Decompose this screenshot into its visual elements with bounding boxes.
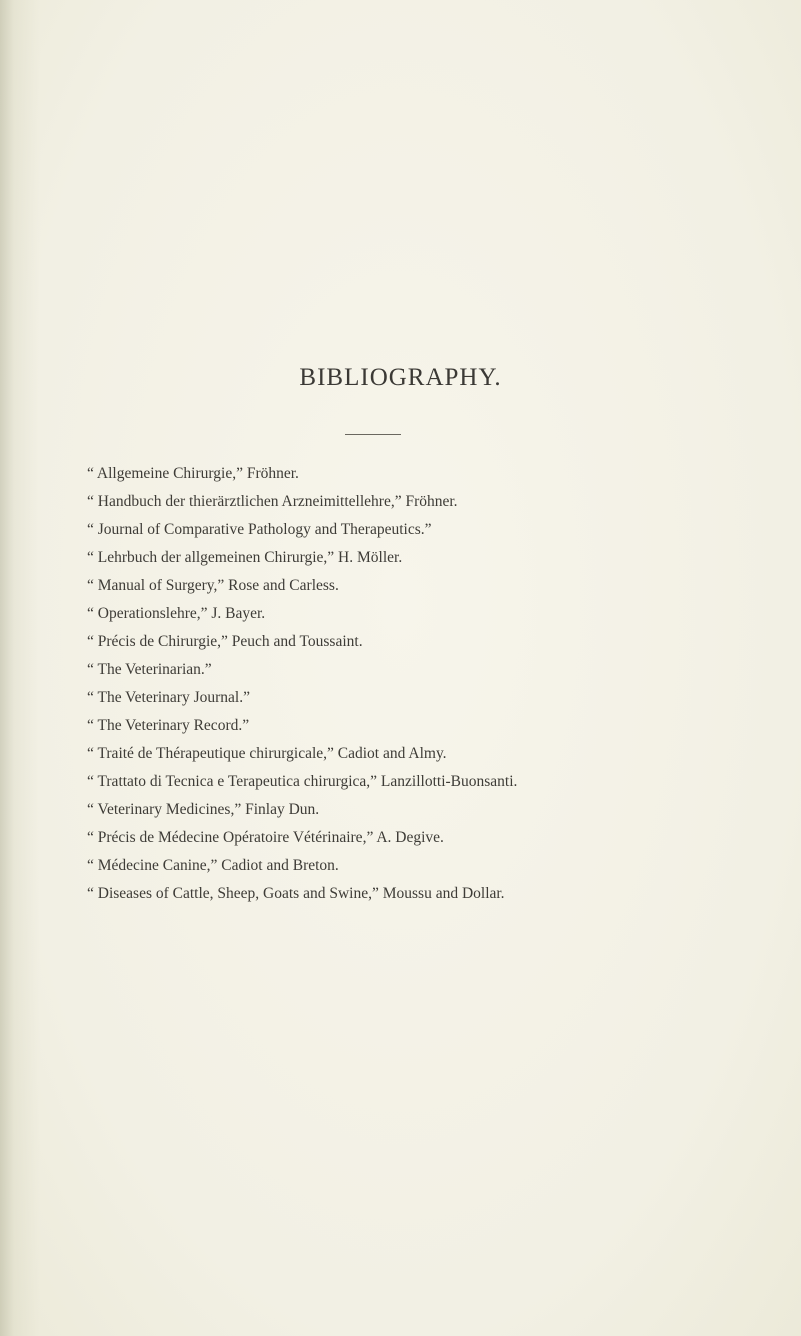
bibliography-entry: “ Allgemeine Chirurgie,” Fröhner. (87, 465, 299, 482)
bibliography-entry: “ The Veterinary Record.” (87, 717, 250, 734)
bibliography-entry: “ Veterinary Medicines,” Finlay Dun. (87, 801, 320, 818)
bibliography-entry: “ Manual of Surgery,” Rose and Carless. (87, 577, 339, 594)
page-title: BIBLIOGRAPHY. (299, 364, 502, 391)
bibliography-entry: “ Journal of Comparative Pathology and Therapeutics.” (87, 521, 432, 538)
bibliography-list (87, 465, 787, 913)
bibliography-entry: “ Médecine Canine,” Cadiot and Breton. (87, 857, 339, 874)
bibliography-entry: “ Trattato di Tecnica e Terapeutica chirurgica,” Lanzillotti-Buonsanti. (87, 773, 518, 790)
bibliography-entry: “ Handbuch der thierärztlichen Arzneimittellehre,” Fröhner. (87, 493, 458, 510)
bibliography-entry: “ Précis de Médecine Opératoire Vétérinaire,” A. Degive. (87, 829, 444, 846)
bibliography-entry: “ The Veterinary Journal.” (87, 689, 250, 706)
bibliography-entry: “ Lehrbuch der allgemeinen Chirurgie,” H. Möller. (87, 549, 403, 566)
bibliography-entry: “ Précis de Chirurgie,” Peuch and Toussaint. (87, 633, 363, 650)
bibliography-entry: “ The Veterinarian.” (87, 661, 212, 678)
title-divider (345, 434, 401, 435)
bibliography-entry: “ Diseases of Cattle, Sheep, Goats and Swine,” Moussu and Dollar. (87, 885, 505, 902)
bibliography-entry: “ Operationslehre,” J. Bayer. (87, 605, 266, 622)
bibliography-entry: “ Traité de Thérapeutique chirurgicale,” Cadiot and Almy. (87, 745, 447, 762)
